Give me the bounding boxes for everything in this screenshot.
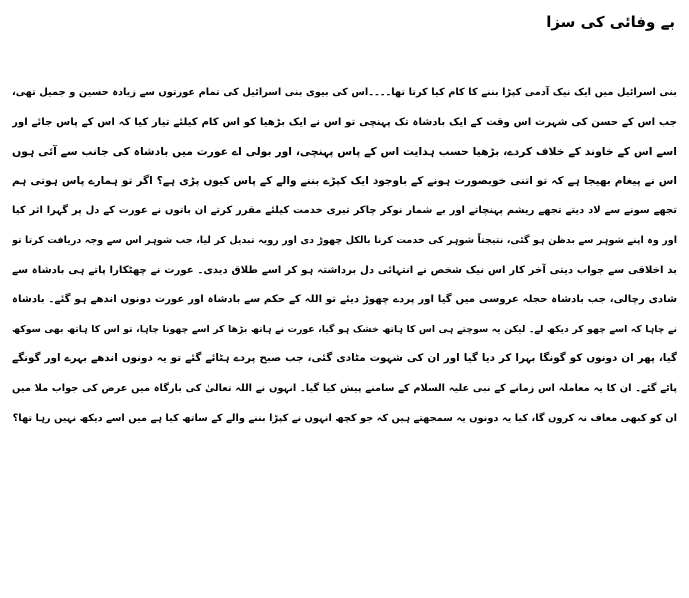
body-line: اس نے پیغام بھیجا ہے کہ تو اتنی خوبصورت ہونے کے باوجود ایک کپڑے بننے والے کے پاس کیوں پڑی ہے؟ اگر تو ہمارے پاس ہوتی ہم [12, 174, 677, 187]
article-title: بے وفائی کی سزا [546, 13, 675, 31]
body-line: اسے اس کے خاوند کے خلاف کردے، بڑھیا حسب ہدایت اس کے پاس پہنچی، اور بولی اے عورت میں بادشاہ کی جانب سے آئی ہوں [12, 145, 677, 159]
body-line: شادی رچالی، جب بادشاہ حجلہ عروسی میں گیا اور پردے چھوڑ دیئے تو اللہ کے حکم سے بادشاہ اور عورت دونوں اندھے ہو گئے۔ بادشاہ [12, 294, 677, 306]
article-body [12, 78, 677, 433]
body-line: اور وہ اپنے شوہر سے بدظن ہو گئی، نتیجتاً شوہر کی خدمت کرنا بالکل چھوڑ دی اور رویہ تبدیل کر لیا، جب شوہر اس سے وجہ دریافت کرتا تو [12, 234, 677, 246]
body-line: نے چاہا کہ اسے چھو کر دیکھ لے۔ لیکن یہ سوچتے ہی اس کا ہاتھ خشک ہو گیا، عورت نے ہاتھ بڑھا کر اسے چھونا چاہا، تو اس کا ہاتھ بھی سوکھ [12, 323, 677, 335]
body-line: بد اخلاقی سے جواب دیتی آخر کار اس نیک شخص نے انتہائی دل برداشتہ ہو کر اسے طلاق دیدی۔ عورت نے چھٹکارا پاتے ہی بادشاہ سے [12, 264, 677, 276]
body-line: جب اس کے حسن کی شہرت اس وقت کے ایک بادشاہ تک پہنچی تو اس نے ایک بڑھیا کو اس کام کیلئے تیار کیا کہ اس کے پاس جائے اور [12, 116, 677, 128]
body-line: پائے گئے۔ ان کا یہ معاملہ اس زمانے کے نبی علیہ السلام کے سامنے پیش کیا گیا۔ انہوں نے اللہ تعالیٰ کی بارگاہ میں عرض کی جواب ملا میں [12, 382, 677, 394]
body-line: تجھے سونے سے لاد دیتے تجھے ریشم پہنچاتے اور بے شمار نوکر چاکر تیری خدمت کیلئے مقرر کرتے ان باتوں نے عورت کے دل پر گہرا اثر کیا [12, 205, 677, 217]
body-line: گیا، پھر ان دونوں کو گونگا بہرا کر دیا گیا اور ان کی شہوت مٹادی گئی، جب صبح پردے ہٹائے گئے تو یہ دونوں اندھے بہرے اور گونگے [12, 352, 677, 365]
body-line: ان کو کبھی معاف نہ کروں گا، کیا یہ دونوں یہ سمجھتے ہیں کہ جو کچھ انہوں نے کپڑا بننے والے کے ساتھ کیا ہے میں اسے دیکھ نہیں رہا تھا؟ [12, 412, 677, 424]
body-line: بنی اسرائیل میں ایک نیک آدمی کپڑا بننے کا کام کیا کرتا تھا۔۔۔۔اس کی بیوی بنی اسرائیل کی تمام عورتوں سے زیادہ حسین و جمیل تھی، [12, 87, 677, 98]
